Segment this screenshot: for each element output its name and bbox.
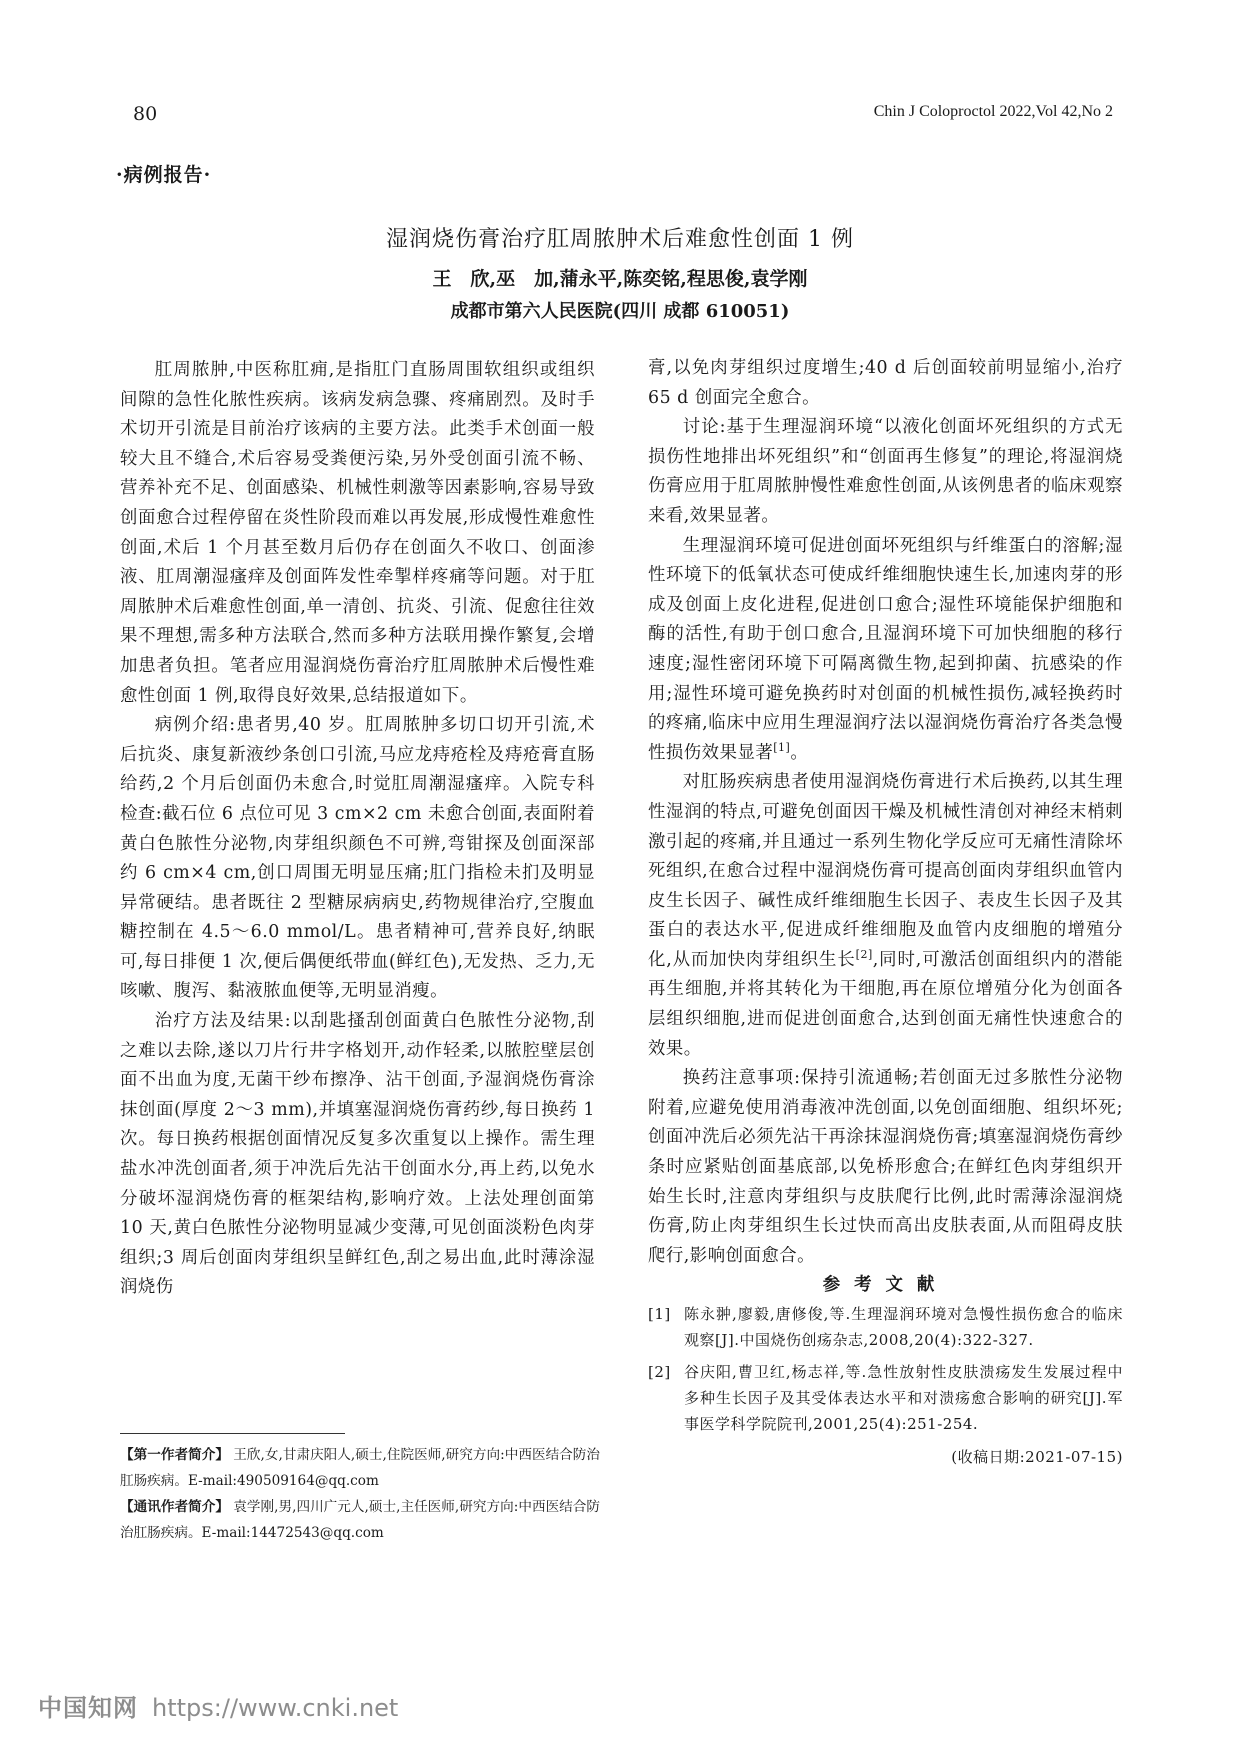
footnote-label: 【第一作者简介】 [120, 1447, 229, 1463]
article-title: 湿润烧伤膏治疗肛周脓肿术后难愈性创面 1 例 [386, 227, 854, 252]
first-author-note [120, 1442, 600, 1494]
reference-text: 谷庆阳,曹卫红,杨志祥,等.急性放射性皮肤溃疡发生发展过程中多种生长因子及其受体表达水平和对溃疡愈合影响的研究[J].军事医学科学院院刊,2001,25(4):251-254. [684, 1363, 1123, 1433]
paragraph-text: 。 [790, 742, 809, 763]
footnote-label: 【通讯作者简介】 [120, 1499, 229, 1515]
paragraph-text: 生理湿润环境可促进创面坏死组织与纤维蛋白的溶解;湿性环境下的低氧状态可使成纤维细胞快速生长,加速肉芽的形成及创面上皮化进程,促进创口愈合;湿性环境能保护细胞和酶的活性,有助于创口愈合,且湿润环境下可加快细胞的移行速度;湿性密闭环境下可隔离微生物,起到抑菌、抗感染的作用;湿性环境可避免换药时对创面的机械性损伤,减轻换药时的疼痛,临床中应用生理湿润疗法以湿润烧伤膏治疗各类急慢性损伤效果显著 [648, 535, 1123, 763]
body-paragraph: 换药注意事项:保持引流通畅;若创面无过多脓性分泌物附着,应避免使用消毒液冲洗创面,以免创面细胞、组织坏死;创面冲洗后必须先沾干再涂抹湿润烧伤膏;填塞湿润烧伤膏纱条时应紧贴创面基底部,以免桥形愈合;在鲜红色肉芽组织开始生长时,注意肉芽组织与皮肤爬行比例,此时需薄涂湿润烧伤膏,防止肉芽组织生长过快而高出皮肤表面,从而阻碍皮肤爬行,影响创面愈合。 [648, 1068, 1123, 1266]
page-number: 80 [133, 103, 158, 125]
cnki-watermark [38, 1688, 398, 1723]
body-paragraph [648, 768, 1123, 1064]
footnote-divider [120, 1433, 345, 1434]
body-paragraph [648, 532, 1123, 769]
reference-text: 陈永翀,廖毅,唐修俊,等.生理湿润环境对急慢性损伤愈合的临床观察[J].中国烧伤创疡杂志,2008,20(4):322-327. [684, 1305, 1123, 1349]
reference-number: [1] [648, 1305, 671, 1323]
author-list: 王 欣,巫 加,蒲永平,陈奕铭,程思俊,袁学刚 [432, 268, 808, 290]
reference-item [648, 1301, 1123, 1353]
body-column-left [120, 356, 595, 1303]
paragraph-text: 对肛肠疾病患者使用湿润烧伤膏进行术后换药,以其生理性湿润的特点,可避免创面因干燥及机械性清创对神经末梢刺激引起的疼痛,并且通过一系列生物化学反应可无痛性清除坏死组织,在愈合过程中湿润烧伤膏可提高创面肉芽组织血管内皮生长因子、碱性成纤维细胞生长因子、表皮生长因子及其蛋白的表达水平,促进成纤维细胞及血管内皮细胞的增殖分化,从而加快肉芽组织生长 [648, 772, 1123, 970]
received-date: (收稿日期:2021-07-15) [951, 1448, 1123, 1466]
corresponding-author-note [120, 1494, 600, 1546]
citation-marker: [2] [855, 948, 873, 962]
paragraph-text: ,同时,可激活创面组织内的潜能再生细胞,并将其转化为干细胞,再在原位增殖分化为创面各层组织细胞,进而促进创面愈合,达到创面无痛性快速愈合的效果。 [648, 949, 1124, 1059]
references-heading: 参考文献 [822, 1275, 949, 1296]
reference-item [648, 1359, 1123, 1437]
footnote-text: 王欣,女,甘肃庆阳人,硕士,住院医师,研究方向:中西医结合防治肛肠疾病。E-mail:490509164@qq.com [120, 1447, 601, 1489]
reference-number: [2] [648, 1363, 671, 1381]
affiliation: 成都市第六人民医院(四川 成都 610051) [450, 301, 790, 322]
body-paragraph: 治疗方法及结果:以刮匙搔刮创面黄白色脓性分泌物,刮之难以去除,遂以刀片行井字格划开,动作轻柔,以脓腔壁层创面不出血为度,无菌干纱布擦净、沾干创面,予湿润烧伤膏涂抹创面(厚度 2～3 mm),并填塞湿润烧伤膏药纱,每日换药 1 次。每日换药根据创面情况反复多次重复以上操作。需生理盐水冲洗创面者,须于冲洗后先沾干创面水分,再上药,以免水分破坏湿润烧伤膏的框架结构,影响疗效。上法处理创面第 10 天,黄白色脓性分泌物明显减少变薄,可见创面淡粉色肉芽组织;3 周后创面肉芽组织呈鲜红色,刮之易出血,此时薄涂湿润烧伤 [120, 1011, 595, 1298]
watermark-url: https://www.cnki.net [152, 1694, 399, 1722]
author-footnotes [120, 1442, 600, 1546]
body-paragraph: 讨论:基于生理湿润环境“以液化创面坏死组织的方式无损伤性地排出坏死组织”和“创面再生修复”的理论,将湿润烧伤膏应用于肛周脓肿慢性难愈性创面,从该例患者的临床观察来看,效果显著。 [648, 417, 1123, 526]
watermark-brand: 中国知网 [38, 1694, 138, 1722]
running-header: Chin J Coloproctol 2022,Vol 42,No 2 [873, 103, 1113, 120]
body-paragraph-continued: 膏,以免肉芽组织过度增生;40 d 后创面较前明显缩小,治疗 65 d 创面完全愈合。 [648, 358, 1123, 408]
body-column-right [648, 354, 1123, 1473]
citation-marker: [1] [773, 740, 791, 754]
section-label: ·病例报告· [116, 164, 212, 186]
body-paragraph: 病例介绍:患者男,40 岁。肛周脓肿多切口切开引流,术后抗炎、康复新液纱条创口引流,马应龙痔疮栓及痔疮膏直肠给药,2 个月后创面仍未愈合,时觉肛周潮湿瘙痒。入院专科检查:截石位 6 点位可见 3 cm×2 cm 未愈合创面,表面附着黄白色脓性分泌物,肉芽组织颜色不可辨,弯钳探及创面深部约 6 cm×4 cm,创口周围无明显压痛;肛门指检未扪及明显异常硬结。患者既往 2 型糖尿病病史,药物规律治疗,空腹血糖控制在 4.5～6.0 mmol/L。患者精神可,营养良好,纳眠可,每日排便 1 次,便后偶便纸带血(鲜红色),无发热、乏力,无咳嗽、腹泻、黏液脓血便等,无明显消瘦。 [120, 715, 595, 1002]
body-paragraph: 肛周脓肿,中医称肛痈,是指肛门直肠周围软组织或组织间隙的急性化脓性疾病。该病发病急骤、疼痛剧烈。及时手术切开引流是目前治疗该病的主要方法。此类手术创面一般较大且不缝合,术后容易受粪便污染,另外受创面引流不畅、营养补充不足、创面感染、机械性刺激等因素影响,容易导致创面愈合过程停留在炎性阶段而难以再发展,形成慢性难愈性创面,术后 1 个月甚至数月后仍存在创面久不收口、创面渗液、肛周潮湿瘙痒及创面阵发性牵掣样疼痛等问题。对于肛周脓肿术后难愈性创面,单一清创、抗炎、引流、促愈往往效果不理想,需多种方法联合,然而多种方法联用操作繁复,会增加患者负担。笔者应用湿润烧伤膏治疗肛周脓肿术后慢性难愈性创面 1 例,取得良好效果,总结报道如下。 [120, 360, 595, 706]
footnote-text: 袁学刚,男,四川广元人,硕士,主任医师,研究方向:中西医结合防治肛肠疾病。E-mail:14472543@qq.com [120, 1499, 601, 1541]
